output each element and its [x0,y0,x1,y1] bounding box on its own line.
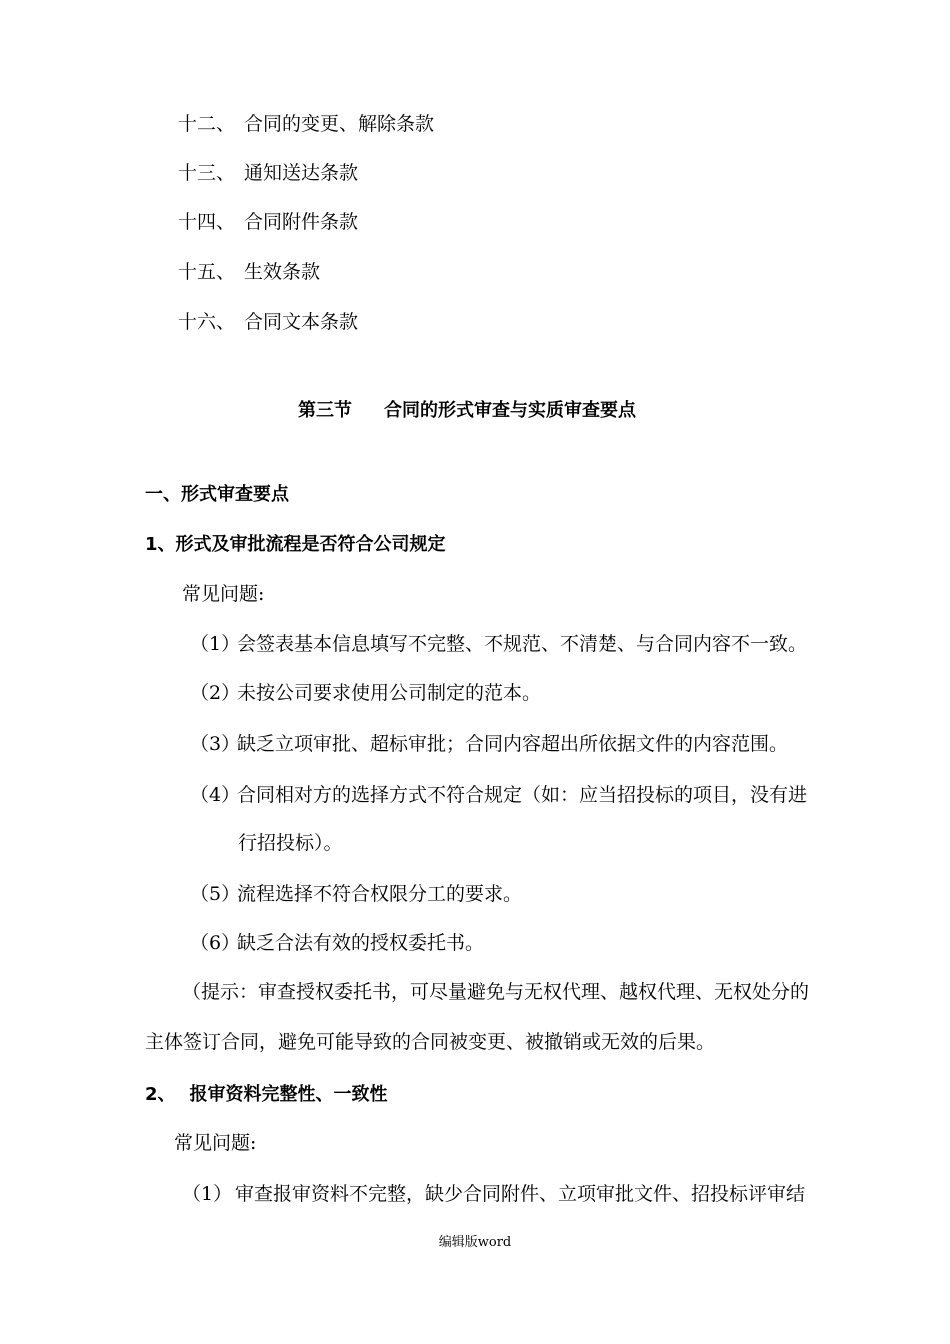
toc-item-text: 合同的变更、解除条款 [244,113,435,135]
section-title [298,399,636,423]
list-item [190,681,541,705]
list-item [182,1182,805,1206]
list-item-number: （1） [190,633,241,655]
list-item-text: 会签表基本信息填写不完整、不规范、不清楚、与合同内容不一致。 [237,633,808,655]
list-item-text: 流程选择不符合权限分工的要求。 [237,883,523,905]
list-item-number: （3） [190,733,241,755]
toc-item [178,161,358,185]
list-item [190,931,484,955]
common-issues-label: 常见问题: [174,1132,257,1154]
subsection-heading [145,1083,388,1107]
toc-item-text: 合同文本条款 [244,311,359,333]
section-title-text: 合同的形式审查与实质审查要点 [384,400,636,421]
toc-item [178,260,320,284]
toc-item-text: 生效条款 [244,261,321,283]
subsection-heading-text: 报审资料完整性、一致性 [189,1084,388,1105]
list-item-text: 合同相对方的选择方式不符合规定（如：应当招投标的项目，没有进 [237,784,808,806]
tip-paragraph-line: （提示：审查授权委托书，可尽量避免与无权代理、越权代理、无权处分的 [182,981,810,1003]
subsection-heading: 1、形式及审批流程是否符合公司规定 [145,534,446,555]
list-item-text: 缺乏合法有效的授权委托书。 [237,932,485,954]
list-item [190,632,807,656]
toc-item [178,210,358,234]
toc-item-number: 十六、 [178,311,236,333]
toc-item [178,112,434,136]
common-issues-label: 常见问题: [182,583,265,605]
toc-item-number: 十四、 [178,211,236,233]
list-item-number: （2） [190,682,241,704]
list-item [190,882,522,906]
list-item-number: （1） [182,1183,233,1205]
toc-item [178,310,358,334]
list-item [190,783,807,807]
toc-item-text: 通知送达条款 [244,162,359,184]
tip-paragraph-line: 主体签订合同，避免可能导致的合同被变更、被撤销或无效的后果。 [145,1031,716,1053]
page-footer: 编辑版word [438,1235,512,1250]
list-item-number: （4） [190,784,241,806]
part-heading: 一、形式审查要点 [145,484,289,505]
toc-item-number: 十五、 [178,261,236,283]
toc-item-number: 十二、 [178,113,236,135]
toc-item-text: 合同附件条款 [244,211,359,233]
list-item-number: （6） [190,932,241,954]
list-item-text: 缺乏立项审批、超标审批；合同内容超出所依据文件的内容范围。 [237,733,789,755]
list-item-continuation: 行招投标）。 [238,832,343,854]
list-item-text: 未按公司要求使用公司制定的范本。 [237,682,542,704]
list-item-text: 审查报审资料不完整，缺少合同附件、立项审批文件、招投标评审结 [235,1183,806,1205]
toc-item-number: 十三、 [178,162,236,184]
section-label: 第三节 [298,400,352,421]
list-item [190,732,788,756]
list-item-number: （5） [190,883,241,905]
subsection-number: 2、 [145,1084,176,1105]
